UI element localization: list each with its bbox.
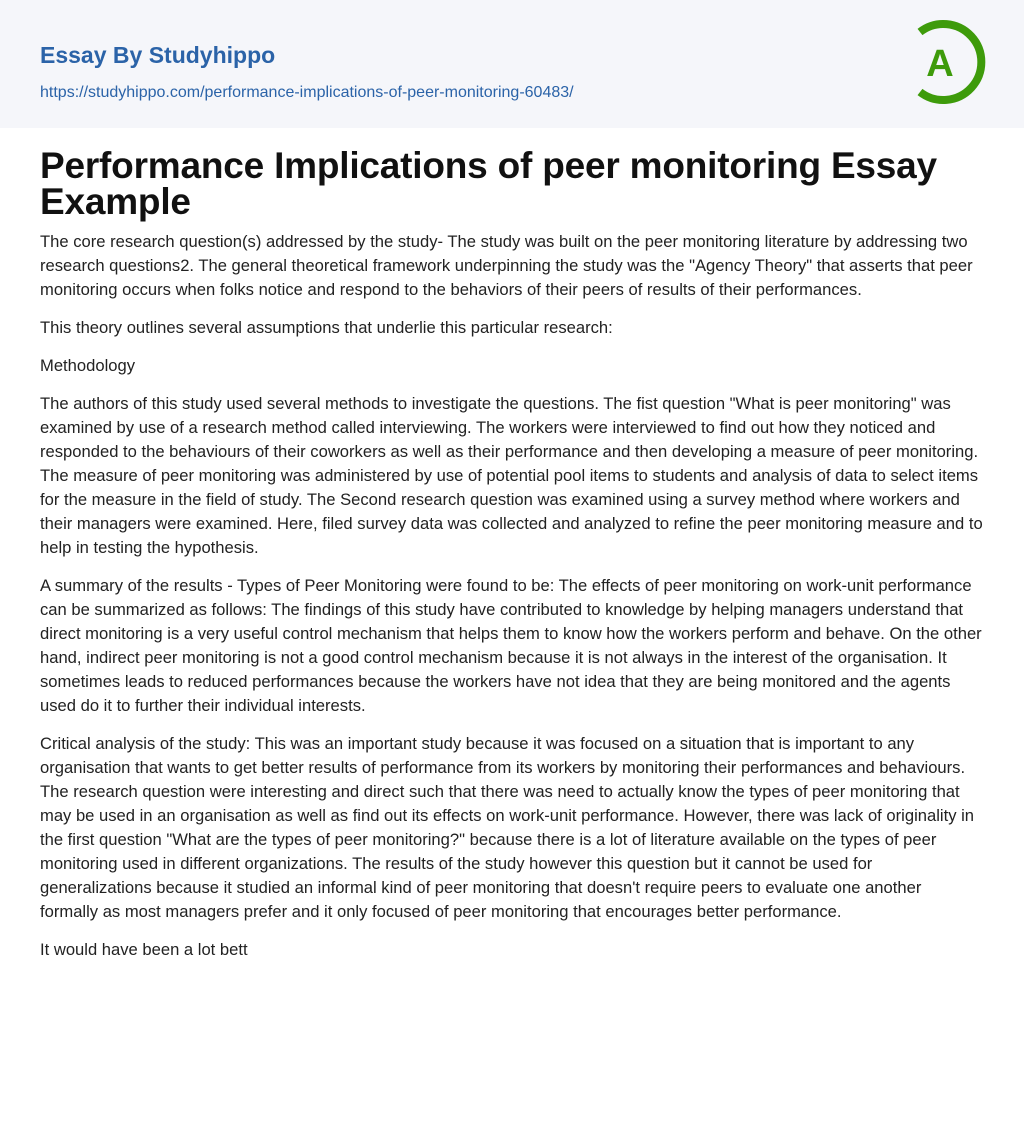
section-heading-methodology: Methodology: [40, 356, 136, 375]
paragraph: A summary of the results - Types of Peer Monitoring were found to be: The effects of peer monitoring on work-unit performance can be summarized as follows: The findings of this study have contributed to knowledge by helping managers understand that direct monitoring is a very useful control mechanism that helps them to know how the workers perform and behave. On the other hand, indirect peer monitoring is not a good control mechanism because it is not always in the interest of the organisation. It sometimes leads to reduced performances because the workers have not idea that they are being monitored and the agents used do it to further their individual interests.: [40, 576, 982, 715]
paragraph: The authors of this study used several methods to investigate the questions. The fist question "What is peer monitoring" was examined by use of a research method called interviewing. The workers were interviewed to find out how they noticed and responded to the behaviours of their coworkers as well as their performance and then developing a measure of peer monitoring. The measure of peer monitoring was administered by use of potential pool items to students and analysis of data to select items for the measure in the field of study. The Second research question was examined using a survey method where workers and their managers were examined. Here, filed survey data was collected and analyzed to refine the peer monitoring measure and to help in testing the hypothesis.: [40, 394, 983, 557]
paragraph: The core research question(s) addressed by the study- The study was built on the peer monitoring literature by addressing two research questions2. The general theoretical framework underpinning the study was the "Agency Theory" that asserts that peer monitoring occurs when folks notice and respond to the behaviors of their peers of results of their performances.: [40, 232, 973, 299]
paragraph-truncated: It would have been a lot bett: [40, 940, 248, 959]
svg-text:A: A: [926, 43, 954, 85]
paragraph: This theory outlines several assumptions that underlie this particular research:: [40, 318, 613, 337]
paragraph: Critical analysis of the study: This was an important study because it was focused on a situation that is important to any organisation that wants to get better results of performance from its workers by monitoring their performances and behaviours. The research question were interesting and direct such that there was need to actually know the types of peer monitoring that may be used in an organisation as well as find out its effects on work-unit performance. However, there was lack of originality in the first question "What are the types of peer monitoring?" because there is a lot of literature available on the types of peer monitoring used in different organizations. The results of the study however this question but it cannot be used for generalizations because it studied an informal kind of peer monitoring that doesn't require peers to evaluate one another formally as most managers prefer and it only focused of peer monitoring that encourages better performance.: [40, 734, 975, 921]
essay-url-link[interactable]: https://studyhippo.com/performance-implications-of-peer-monitoring-60483/: [40, 84, 574, 101]
brand-title[interactable]: Essay By Studyhippo: [40, 42, 276, 68]
essay-body: [40, 230, 984, 976]
page-title: Performance Implications of peer monitoring Essay Example: [40, 145, 937, 222]
